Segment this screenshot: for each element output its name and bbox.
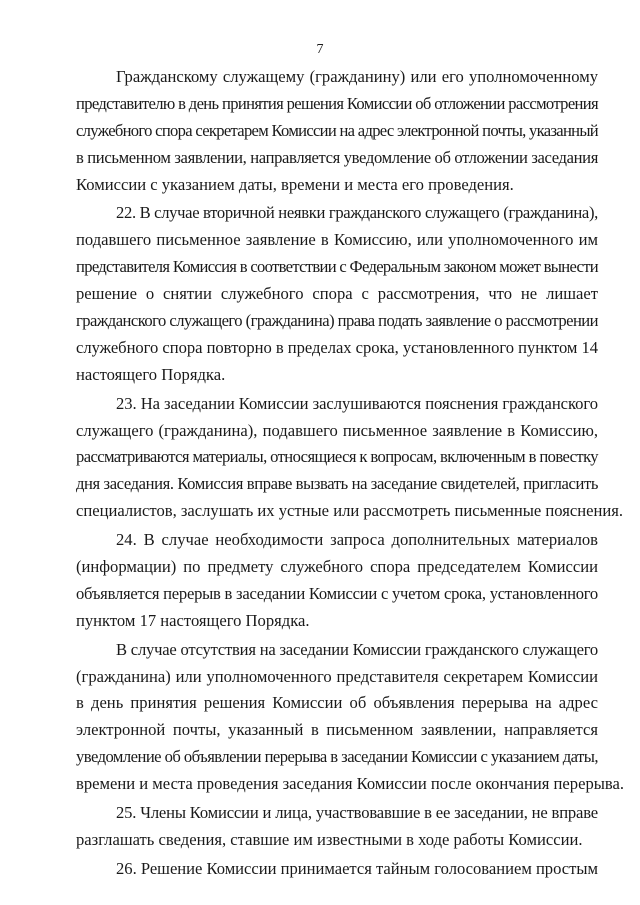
paragraph-item-22 (76, 200, 598, 388)
text-line: в письменном заявлении, направляется уведомление об отложении заседания (76, 147, 598, 167)
text-line: 22. В случае вторичной неявки гражданского служащего (гражданина), (116, 203, 598, 223)
text-line: подавшего письменное заявление в Комиссию, или уполномоченного им (76, 230, 598, 250)
text-line: пунктом 17 настоящего Порядка. (76, 610, 310, 630)
text-line: настоящего Порядка. (76, 364, 226, 384)
text-line: представителя Комиссия в соответствии с Федеральным законом может вынести (76, 257, 598, 277)
text-line: уведомление об объявлении перерыва в заседании Комиссии с указанием даты, (76, 747, 598, 767)
text-line: (информации) по предмету служебного спора председателем Комиссии (76, 557, 598, 577)
text-line: Гражданскому служащему (гражданину) или его уполномоченному (116, 67, 598, 86)
text-line: (гражданина) или уполномоченного представителя секретарем Комиссии (76, 666, 598, 686)
text-line: гражданского служащего (гражданина) права подать заявление о рассмотрении (76, 311, 598, 331)
text-line: 25. Члены Комиссии и лица, участвовавшие в ее заседании, не вправе (116, 803, 598, 823)
text-line: разглашать сведения, ставшие им известными в ходе работы Комиссии. (76, 829, 583, 849)
text-line: дня заседания. Комиссия вправе вызвать на заседание свидетелей, пригласить (76, 474, 598, 494)
text-line: служащего (гражданина), подавшего письменное заявление в Комиссию, (76, 420, 598, 440)
text-line: служебного спора повторно в пределах срока, установленного пунктом 14 (76, 337, 598, 357)
text-line: в день принятия решения Комиссии об объявления перерыва на адрес (76, 693, 598, 713)
paragraph-item-24 (76, 527, 598, 635)
text-line: Комиссии с указанием даты, времени и места его проведения. (76, 174, 514, 194)
paragraph-item-26 (76, 856, 598, 883)
text-line: решение о снятии служебного спора с рассмотрения, что не лишает (76, 284, 598, 304)
paragraph (76, 64, 598, 198)
text-line: времени и места проведения заседания Комиссии после окончания перерыва. (76, 774, 625, 794)
document-body (76, 64, 625, 883)
text-line: специалистов, заслушать их устные или рассмотреть письменные пояснения. (76, 501, 624, 521)
text-line: объявляется перерыв в заседании Комиссии с учетом срока, установленного (76, 583, 598, 603)
page-number: 7 (316, 42, 324, 57)
text-line: 26. Решение Комиссии принимается тайным голосованием простым (116, 858, 598, 878)
text-line: служебного спора секретарем Комиссии на адрес электронной почты, указанный (76, 120, 598, 140)
text-line: электронной почты, указанный в письменном заявлении, направляется (76, 720, 598, 740)
text-line: В случае отсутствия на заседании Комиссии гражданского служащего (116, 639, 598, 659)
text-line: рассматриваются материалы, относящиеся к вопросам, включенным в повестку (76, 447, 598, 467)
paragraph-absence (76, 637, 625, 798)
paragraph-item-25 (76, 800, 598, 854)
text-line: 23. На заседании Комиссии заслушиваются пояснения гражданского (116, 393, 598, 413)
text-line: 24. В случае необходимости запроса дополнительных материалов (116, 530, 598, 550)
paragraph-item-23 (76, 391, 624, 525)
text-line: представителю в день принятия решения Комиссии об отложении рассмотрения (76, 93, 598, 113)
